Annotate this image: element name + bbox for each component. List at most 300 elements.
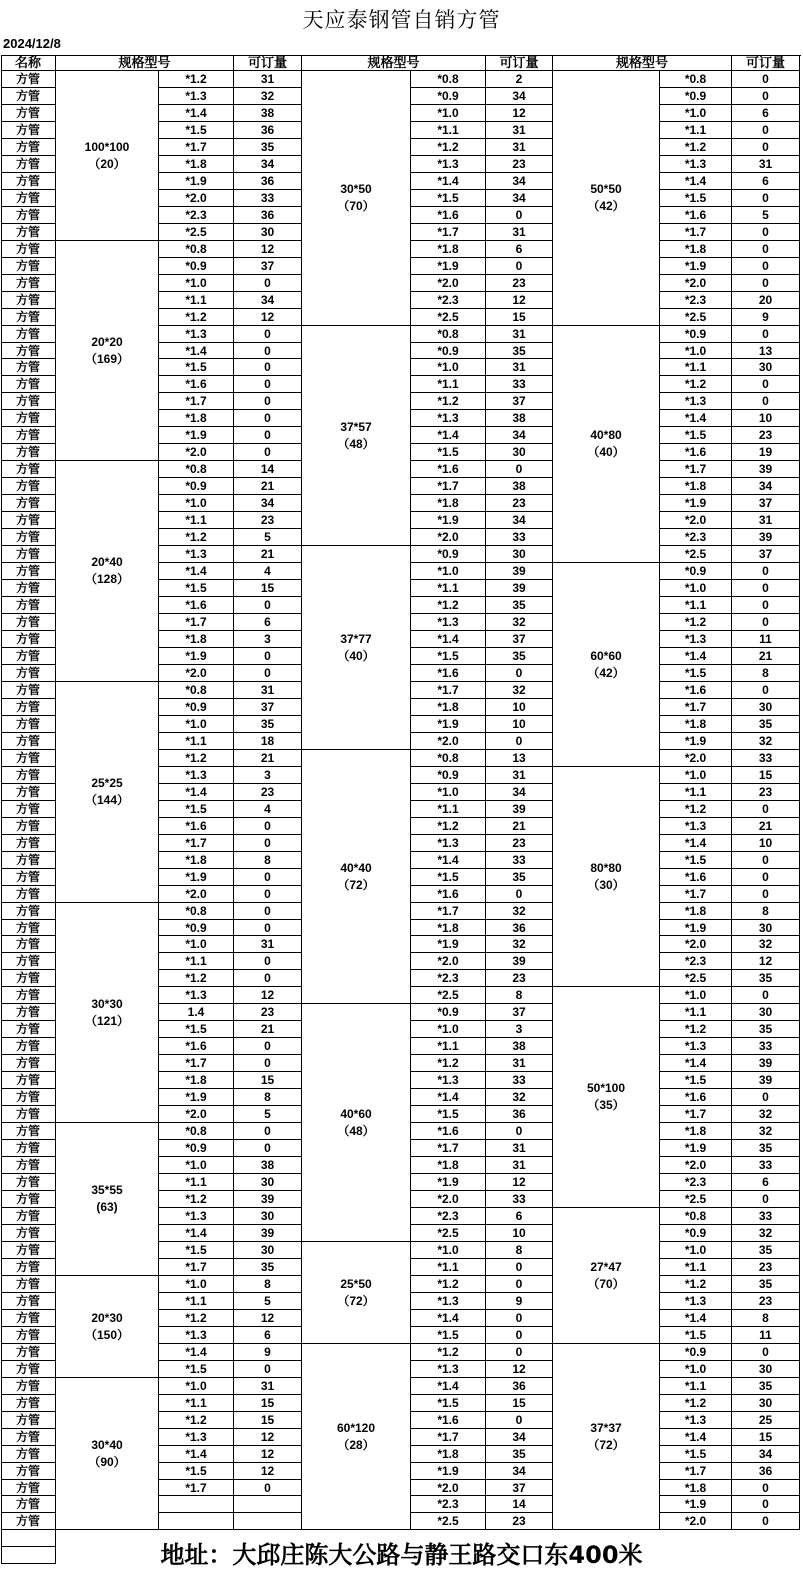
- quantity-cell: 33: [234, 190, 302, 207]
- thickness-cell: *0.9: [159, 920, 234, 936]
- size-group-label: [553, 326, 660, 563]
- product-name-cell: 方管: [1, 818, 56, 835]
- product-name-cell: 方管: [1, 767, 56, 784]
- thickness-cell: *1.9: [660, 733, 732, 750]
- thickness-cell: *1.6: [660, 682, 732, 699]
- product-name-cell: 方管: [1, 1123, 56, 1140]
- quantity-cell: 0: [732, 122, 800, 139]
- thickness-cell: *1.4: [411, 427, 486, 444]
- thickness-cell: *1.9: [411, 1174, 486, 1191]
- quantity-cell: 0: [234, 1480, 302, 1496]
- product-name-cell: 方管: [1, 156, 56, 173]
- thickness-cell: *2.0: [660, 750, 732, 767]
- quantity-cell: 12: [486, 1174, 553, 1191]
- size-total: （28）: [337, 1437, 375, 1452]
- thickness-cell: *1.6: [411, 207, 486, 224]
- thickness-cell: *1.6: [159, 1038, 234, 1055]
- size-group-label: [302, 750, 411, 1004]
- quantity-cell: 0: [732, 393, 800, 410]
- thickness-cell: *1.0: [411, 1242, 486, 1259]
- thickness-cell: *0.9: [411, 546, 486, 563]
- thickness-cell: *1.4: [159, 105, 234, 122]
- quantity-cell: 31: [486, 767, 553, 784]
- thickness-cell: *1.9: [411, 716, 486, 733]
- sheet-date: 2024/12/8: [3, 36, 61, 51]
- quantity-cell: 23: [234, 1004, 302, 1021]
- product-name-cell: 方管: [1, 343, 56, 359]
- thickness-cell: *1.5: [411, 190, 486, 207]
- quantity-cell: 0: [234, 1055, 302, 1072]
- thickness-cell: *1.0: [660, 1361, 732, 1378]
- quantity-cell: 39: [732, 1072, 800, 1089]
- thickness-cell: *1.7: [411, 903, 486, 920]
- quantity-cell: 34: [486, 427, 553, 444]
- thickness-cell: *0.9: [660, 326, 732, 343]
- quantity-cell: 32: [486, 682, 553, 699]
- quantity-cell: 9: [234, 1344, 302, 1361]
- size-total: （48）: [337, 436, 375, 451]
- product-name-cell: 方管: [1, 580, 56, 597]
- thickness-cell: *1.0: [411, 563, 486, 580]
- quantity-cell: 37: [486, 393, 553, 410]
- quantity-cell: 35: [234, 139, 302, 156]
- thickness-cell: *1.2: [159, 1412, 234, 1429]
- size-total: （42）: [587, 199, 625, 213]
- thickness-cell: *0.9: [411, 767, 486, 784]
- product-name-cell: 方管: [1, 563, 56, 580]
- thickness-cell: *1.8: [660, 716, 732, 733]
- thickness-cell: *2.5: [411, 309, 486, 326]
- quantity-cell: 0: [486, 1276, 553, 1293]
- thickness-cell: *1.3: [159, 1327, 234, 1344]
- size-spec: 30*40: [91, 1437, 123, 1452]
- thickness-cell: *0.9: [660, 88, 732, 105]
- thickness-cell: *2.5: [411, 1513, 486, 1530]
- quantity-cell: 8: [732, 903, 800, 920]
- quantity-cell: 0: [732, 1344, 800, 1361]
- quantity-cell: 5: [732, 207, 800, 224]
- quantity-cell: 23: [732, 427, 800, 444]
- quantity-cell: 30: [486, 444, 553, 461]
- thickness-cell: *0.8: [660, 71, 732, 88]
- quantity-cell: 8: [234, 1276, 302, 1293]
- thickness-cell: *0.8: [411, 71, 486, 88]
- thickness-cell: *1.6: [159, 597, 234, 614]
- product-name-cell: 方管: [1, 750, 56, 767]
- thickness-cell: *1.2: [159, 1191, 234, 1208]
- product-name-cell: 方管: [1, 359, 56, 376]
- product-name-cell: 方管: [1, 410, 56, 427]
- thickness-cell: 1.4: [159, 1004, 234, 1021]
- quantity-cell: 31: [486, 1055, 553, 1072]
- quantity-cell: [234, 1513, 302, 1530]
- thickness-cell: *1.0: [411, 784, 486, 801]
- quantity-cell: 36: [234, 173, 302, 190]
- thickness-cell: *1.1: [660, 1259, 732, 1276]
- quantity-cell: 13: [732, 343, 800, 359]
- thickness-cell: *1.3: [159, 987, 234, 1004]
- quantity-cell: 0: [234, 903, 302, 920]
- quantity-cell: 35: [732, 1021, 800, 1038]
- quantity-cell: 15: [486, 309, 553, 326]
- quantity-cell: 6: [234, 614, 302, 631]
- size-group-label: [56, 1123, 159, 1276]
- thickness-cell: *1.7: [159, 1259, 234, 1276]
- thickness-cell: *1.4: [660, 835, 732, 852]
- quantity-cell: 34: [234, 156, 302, 173]
- quantity-cell: 15: [234, 1412, 302, 1429]
- quantity-cell: 15: [234, 580, 302, 597]
- product-name-cell: 方管: [1, 224, 56, 241]
- quantity-cell: 0: [732, 563, 800, 580]
- quantity-cell: 5: [234, 1293, 302, 1310]
- header-qty: 可订量: [486, 55, 553, 71]
- quantity-cell: [234, 1496, 302, 1513]
- thickness-cell: *2.0: [411, 733, 486, 750]
- product-name-cell: 方管: [1, 529, 56, 546]
- footer-address: 地址：大邱庄陈大公路与静王路交口东400米: [160, 1541, 643, 1569]
- quantity-cell: 8: [234, 1089, 302, 1106]
- product-name-cell: 方管: [1, 495, 56, 512]
- thickness-cell: *1.6: [411, 886, 486, 903]
- quantity-cell: 37: [234, 258, 302, 275]
- quantity-cell: 12: [234, 309, 302, 326]
- product-name-cell: 方管: [1, 1072, 56, 1089]
- thickness-cell: *2.3: [660, 529, 732, 546]
- quantity-cell: 21: [732, 648, 800, 665]
- thickness-cell: *0.8: [159, 903, 234, 920]
- thickness-cell: *1.6: [159, 818, 234, 835]
- quantity-cell: 35: [732, 970, 800, 987]
- quantity-cell: 5: [234, 529, 302, 546]
- thickness-cell: *1.1: [660, 359, 732, 376]
- thickness-cell: *2.5: [660, 970, 732, 987]
- quantity-cell: 0: [732, 1496, 800, 1513]
- header-name: 名称: [1, 55, 56, 71]
- thickness-cell: *0.8: [411, 326, 486, 343]
- thickness-cell: *1.2: [411, 1344, 486, 1361]
- product-name-cell: 方管: [1, 376, 56, 393]
- header-qty: 可订量: [234, 55, 302, 71]
- quantity-cell: 0: [732, 869, 800, 886]
- thickness-cell: *1.4: [660, 1310, 732, 1327]
- quantity-cell: 39: [732, 529, 800, 546]
- thickness-cell: *2.0: [411, 1480, 486, 1496]
- quantity-cell: 32: [732, 733, 800, 750]
- thickness-cell: *1.2: [660, 1276, 732, 1293]
- thickness-cell: *1.1: [159, 1174, 234, 1191]
- size-spec: 80*80: [590, 860, 622, 875]
- quantity-cell: 12: [732, 953, 800, 970]
- quantity-cell: 6: [732, 173, 800, 190]
- thickness-cell: *0.9: [411, 343, 486, 359]
- quantity-cell: 25: [732, 1412, 800, 1429]
- thickness-cell: *1.6: [411, 1412, 486, 1429]
- thickness-cell: *1.0: [159, 716, 234, 733]
- quantity-cell: 0: [234, 886, 302, 903]
- quantity-cell: 15: [732, 767, 800, 784]
- header-spec: 规格型号: [553, 55, 732, 71]
- quantity-cell: 0: [234, 1123, 302, 1140]
- product-name-cell: 方管: [1, 88, 56, 105]
- product-name-cell: 方管: [1, 1293, 56, 1310]
- thickness-cell: *1.1: [159, 1395, 234, 1412]
- quantity-cell: 0: [234, 275, 302, 292]
- quantity-cell: 13: [486, 750, 553, 767]
- quantity-cell: 39: [486, 563, 553, 580]
- thickness-cell: *1.7: [159, 835, 234, 852]
- quantity-cell: 15: [732, 1429, 800, 1446]
- thickness-cell: *1.2: [411, 1055, 486, 1072]
- quantity-cell: 0: [732, 275, 800, 292]
- size-group-label: [302, 1344, 411, 1530]
- product-name-cell: 方管: [1, 1446, 56, 1463]
- quantity-cell: 0: [234, 410, 302, 427]
- thickness-cell: *1.4: [660, 410, 732, 427]
- product-name-cell: 方管: [1, 1208, 56, 1225]
- thickness-cell: *1.4: [411, 1089, 486, 1106]
- thickness-cell: *1.9: [159, 648, 234, 665]
- quantity-cell: 35: [486, 1446, 553, 1463]
- thickness-cell: *2.0: [411, 953, 486, 970]
- quantity-cell: 23: [486, 495, 553, 512]
- quantity-cell: 38: [234, 1157, 302, 1174]
- quantity-cell: 12: [486, 1361, 553, 1378]
- quantity-cell: 39: [732, 1055, 800, 1072]
- thickness-cell: *1.7: [159, 139, 234, 156]
- thickness-cell: *1.7: [660, 461, 732, 478]
- size-spec: 50*100: [586, 1081, 626, 1095]
- thickness-cell: [159, 1513, 234, 1530]
- quantity-cell: 33: [732, 750, 800, 767]
- thickness-cell: *1.0: [159, 1276, 234, 1293]
- thickness-cell: *1.5: [411, 1327, 486, 1344]
- quantity-cell: 0: [732, 1480, 800, 1496]
- thickness-cell: *1.0: [159, 936, 234, 953]
- thickness-cell: *1.7: [159, 393, 234, 410]
- product-name-cell: 方管: [1, 241, 56, 258]
- quantity-cell: 15: [486, 1395, 553, 1412]
- quantity-cell: 37: [732, 546, 800, 563]
- quantity-cell: 35: [486, 343, 553, 359]
- quantity-cell: 30: [732, 1004, 800, 1021]
- thickness-cell: *1.0: [159, 495, 234, 512]
- size-group-label: [553, 563, 660, 767]
- thickness-cell: *1.3: [660, 1038, 732, 1055]
- size-total: （30）: [587, 877, 625, 892]
- quantity-cell: 31: [486, 1140, 553, 1157]
- thickness-cell: *1.8: [159, 410, 234, 427]
- quantity-cell: 34: [486, 784, 553, 801]
- thickness-cell: *0.8: [159, 241, 234, 258]
- quantity-cell: 34: [486, 1463, 553, 1480]
- thickness-cell: *1.4: [159, 1344, 234, 1361]
- quantity-cell: 0: [732, 614, 800, 631]
- thickness-cell: *1.1: [660, 1004, 732, 1021]
- quantity-cell: 31: [732, 156, 800, 173]
- thickness-cell: *1.5: [159, 359, 234, 376]
- product-name-cell: 方管: [1, 648, 56, 665]
- quantity-cell: 9: [732, 309, 800, 326]
- quantity-cell: 0: [234, 920, 302, 936]
- thickness-cell: *1.6: [660, 1089, 732, 1106]
- quantity-cell: 0: [234, 359, 302, 376]
- quantity-cell: 32: [486, 1089, 553, 1106]
- quantity-cell: 12: [234, 987, 302, 1004]
- quantity-cell: 30: [732, 1361, 800, 1378]
- thickness-cell: *1.3: [411, 835, 486, 852]
- thickness-cell: *1.1: [159, 292, 234, 309]
- quantity-cell: 23: [486, 835, 553, 852]
- thickness-cell: *1.6: [159, 376, 234, 393]
- quantity-cell: 0: [234, 326, 302, 343]
- quantity-cell: 0: [234, 444, 302, 461]
- thickness-cell: *0.9: [660, 563, 732, 580]
- thickness-cell: *2.3: [411, 1496, 486, 1513]
- thickness-cell: *1.1: [411, 122, 486, 139]
- size-spec: 20*30: [91, 1310, 123, 1325]
- thickness-cell: *1.6: [411, 665, 486, 682]
- quantity-cell: 34: [732, 478, 800, 495]
- thickness-cell: *2.5: [159, 224, 234, 241]
- thickness-cell: *1.0: [660, 580, 732, 597]
- quantity-cell: 15: [234, 1395, 302, 1412]
- thickness-cell: *1.1: [660, 784, 732, 801]
- product-name-cell: 方管: [1, 1157, 56, 1174]
- product-name-cell: 方管: [1, 292, 56, 309]
- quantity-cell: 38: [486, 478, 553, 495]
- quantity-cell: 0: [234, 376, 302, 393]
- product-name-cell: 方管: [1, 71, 56, 88]
- product-name-cell: 方管: [1, 835, 56, 852]
- size-total: （128）: [84, 572, 130, 586]
- size-group-label: [553, 1344, 660, 1530]
- thickness-cell: *1.1: [411, 801, 486, 818]
- thickness-cell: *1.7: [660, 699, 732, 716]
- thickness-cell: *1.4: [660, 173, 732, 190]
- thickness-cell: *1.8: [660, 1480, 732, 1496]
- thickness-cell: *1.8: [411, 1446, 486, 1463]
- thickness-cell: *2.5: [660, 546, 732, 563]
- quantity-cell: 14: [486, 1496, 553, 1513]
- thickness-cell: *2.0: [159, 1106, 234, 1123]
- quantity-cell: 0: [732, 139, 800, 156]
- thickness-cell: *0.8: [411, 750, 486, 767]
- thickness-cell: *2.0: [159, 444, 234, 461]
- quantity-cell: 0: [234, 597, 302, 614]
- quantity-cell: 31: [486, 224, 553, 241]
- thickness-cell: *1.1: [159, 512, 234, 529]
- product-name-cell: 方管: [1, 614, 56, 631]
- header-spec: 规格型号: [302, 55, 486, 71]
- thickness-cell: *2.0: [660, 936, 732, 953]
- thickness-cell: *0.9: [411, 88, 486, 105]
- thickness-cell: *1.9: [660, 920, 732, 936]
- thickness-cell: *1.3: [159, 767, 234, 784]
- thickness-cell: *1.5: [411, 444, 486, 461]
- quantity-cell: 0: [732, 597, 800, 614]
- quantity-cell: 0: [732, 326, 800, 343]
- quantity-cell: 6: [732, 1174, 800, 1191]
- product-name-cell: 方管: [1, 1276, 56, 1293]
- size-spec: 30*50: [340, 182, 372, 196]
- product-name-cell: 方管: [1, 936, 56, 953]
- quantity-cell: 35: [732, 1276, 800, 1293]
- product-name-cell: 方管: [1, 207, 56, 224]
- quantity-cell: 31: [234, 71, 302, 88]
- product-name-cell: 方管: [1, 1140, 56, 1157]
- size-spec: 20*20: [91, 334, 123, 349]
- thickness-cell: *2.3: [159, 207, 234, 224]
- product-name-cell: 方管: [1, 869, 56, 886]
- quantity-cell: 32: [732, 1225, 800, 1242]
- quantity-cell: 4: [234, 801, 302, 818]
- quantity-cell: 0: [486, 461, 553, 478]
- quantity-cell: 23: [486, 275, 553, 292]
- size-total: （144）: [84, 793, 130, 807]
- quantity-cell: 23: [234, 784, 302, 801]
- thickness-cell: *1.9: [159, 869, 234, 886]
- quantity-cell: 0: [732, 190, 800, 207]
- quantity-cell: 8: [732, 665, 800, 682]
- product-name-cell: 方管: [1, 478, 56, 495]
- size-total: （40）: [587, 445, 625, 459]
- size-spec: 25*50: [340, 1276, 372, 1291]
- thickness-cell: *1.7: [411, 1429, 486, 1446]
- quantity-cell: 0: [234, 1361, 302, 1378]
- size-group-label: [553, 1208, 660, 1344]
- product-name-cell: 方管: [1, 512, 56, 529]
- size-spec: 60*120: [336, 1420, 376, 1435]
- quantity-cell: 0: [486, 665, 553, 682]
- quantity-cell: 23: [486, 970, 553, 987]
- thickness-cell: *1.7: [159, 1055, 234, 1072]
- thickness-cell: *1.9: [411, 258, 486, 275]
- inventory-sheet: [1, 55, 801, 1530]
- size-spec: 37*57: [340, 419, 372, 434]
- thickness-cell: *1.8: [159, 156, 234, 173]
- size-spec: 37*77: [340, 631, 372, 646]
- quantity-cell: 0: [732, 376, 800, 393]
- quantity-cell: 32: [732, 936, 800, 953]
- size-total: （150）: [84, 1327, 130, 1342]
- thickness-cell: *1.8: [411, 699, 486, 716]
- size-total: （169）: [84, 351, 130, 366]
- thickness-cell: *1.5: [411, 1106, 486, 1123]
- quantity-cell: 0: [234, 970, 302, 987]
- product-name-cell: 方管: [1, 1412, 56, 1429]
- quantity-cell: 8: [486, 987, 553, 1004]
- thickness-cell: *2.3: [660, 953, 732, 970]
- thickness-cell: *1.7: [411, 224, 486, 241]
- quantity-cell: 0: [486, 886, 553, 903]
- quantity-cell: 30: [234, 1242, 302, 1259]
- thickness-cell: *1.0: [660, 1242, 732, 1259]
- product-name-cell: 方管: [1, 1513, 56, 1530]
- thickness-cell: *1.9: [159, 427, 234, 444]
- quantity-cell: 39: [234, 1191, 302, 1208]
- size-total: （72）: [587, 1437, 625, 1452]
- quantity-cell: 38: [234, 105, 302, 122]
- quantity-cell: 33: [486, 376, 553, 393]
- thickness-cell: *1.1: [159, 733, 234, 750]
- size-group-label: [56, 71, 159, 241]
- thickness-cell: *2.3: [411, 1208, 486, 1225]
- product-name-cell: 方管: [1, 1361, 56, 1378]
- thickness-cell: *0.8: [159, 461, 234, 478]
- quantity-cell: 0: [732, 852, 800, 869]
- thickness-cell: *1.8: [660, 903, 732, 920]
